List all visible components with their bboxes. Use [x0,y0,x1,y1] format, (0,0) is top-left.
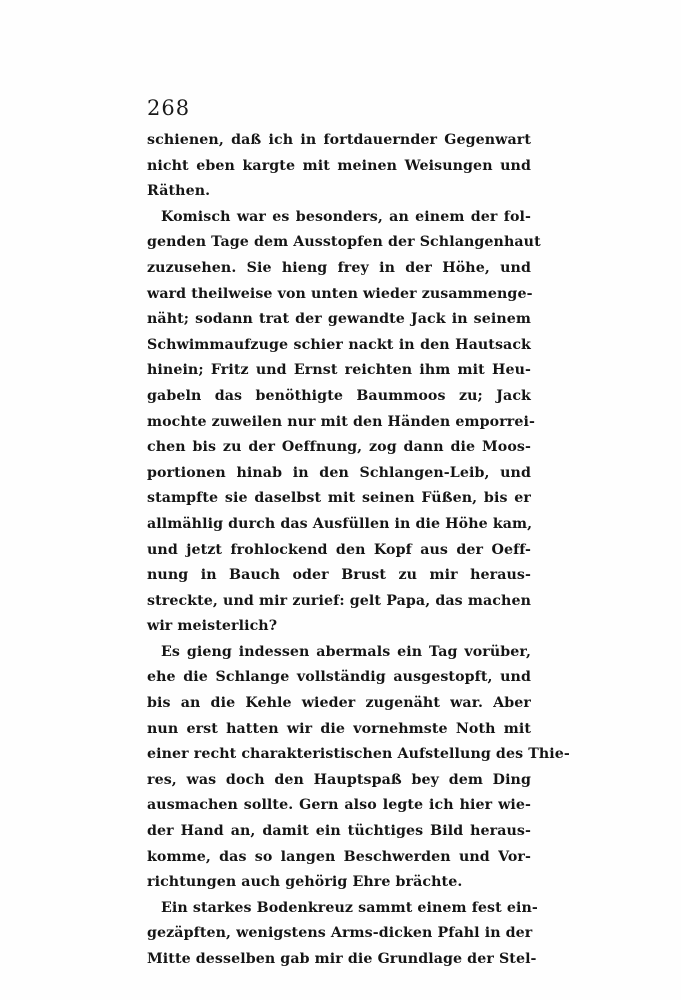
text-line: portionen hinab in den Schlangen-Leib, und [147,464,531,481]
text-line: res, was doch den Hauptspaß bey dem Ding [147,771,531,788]
text-line: streckte, und mir zurief: gelt Papa, das machen [147,592,531,609]
text-line: Komisch war es besonders, an einem der fol- [161,208,531,225]
text-line: der Hand an, damit ein tüchtiges Bild heraus- [147,823,531,840]
text-line: ward theilweise von unten wieder zusammenge- [147,285,533,302]
text-line: bis an die Kehle wieder zugenäht war. Aber [147,695,531,712]
text-line: stampfte sie daselbst mit seinen Füßen, bis er [147,490,531,507]
text-line: Schwimmaufzuge schier nackt in den Hautsack [147,336,531,353]
text-line: komme, das so langen Beschwerden und Vor- [147,848,531,865]
text-line: chen bis zu der Oeffnung, zog dann die Moos- [147,439,531,456]
text-line: einer recht charakteristischen Aufstellung des Thie- [147,746,570,763]
text-line: nicht eben kargte mit meinen Weisungen und [147,157,531,174]
text-line: und jetzt frohlockend den Kopf aus der Oeff- [147,541,531,558]
text-line: ausmachen sollte. Gern also legte ich hier wie- [147,797,531,814]
text-line: gezäpften, wenigstens Arms-dicken Pfahl in der [147,925,533,942]
text-line: näht; sodann trat der gewandte Jack in seinem [147,311,531,328]
text-line: gabeln das benöthigte Baummoos zu; Jack [147,387,531,404]
text-line: nung in Bauch oder Brust zu mir heraus- [147,567,531,584]
text-line: ehe die Schlange vollständig ausgestopft, und [147,669,531,686]
text-line: Es gieng indessen abermals ein Tag vorüber, [161,643,531,660]
body-text [147,128,570,973]
text-line: hinein; Fritz und Ernst reichten ihm mit Heu- [147,362,531,379]
text-line: nun erst hatten wir die vornehmste Noth mit [147,720,531,737]
text-line: Ein starkes Bodenkreuz sammt einem fest ein- [161,899,538,916]
text-line: Mitte desselben gab mir die Grundlage der Stel- [147,951,537,967]
text-line: wir meisterlich? [147,618,278,635]
text-line: schienen, daß ich in fortdauernder Gegenwart [147,132,531,148]
text-line: genden Tage dem Ausstopfen der Schlangenhaut [147,234,541,251]
text-line: richtungen auch gehörig Ehre brächte. [147,874,463,891]
text-line: Räthen. [147,183,211,200]
page-number: 268 [147,96,191,120]
text-line: zuzusehen. Sie hieng frey in der Höhe, und [147,259,531,276]
text-line: allmählig durch das Ausfüllen in die Höhe kam, [147,515,533,532]
text-line: mochte zuweilen nur mit den Händen emporrei- [147,413,535,430]
